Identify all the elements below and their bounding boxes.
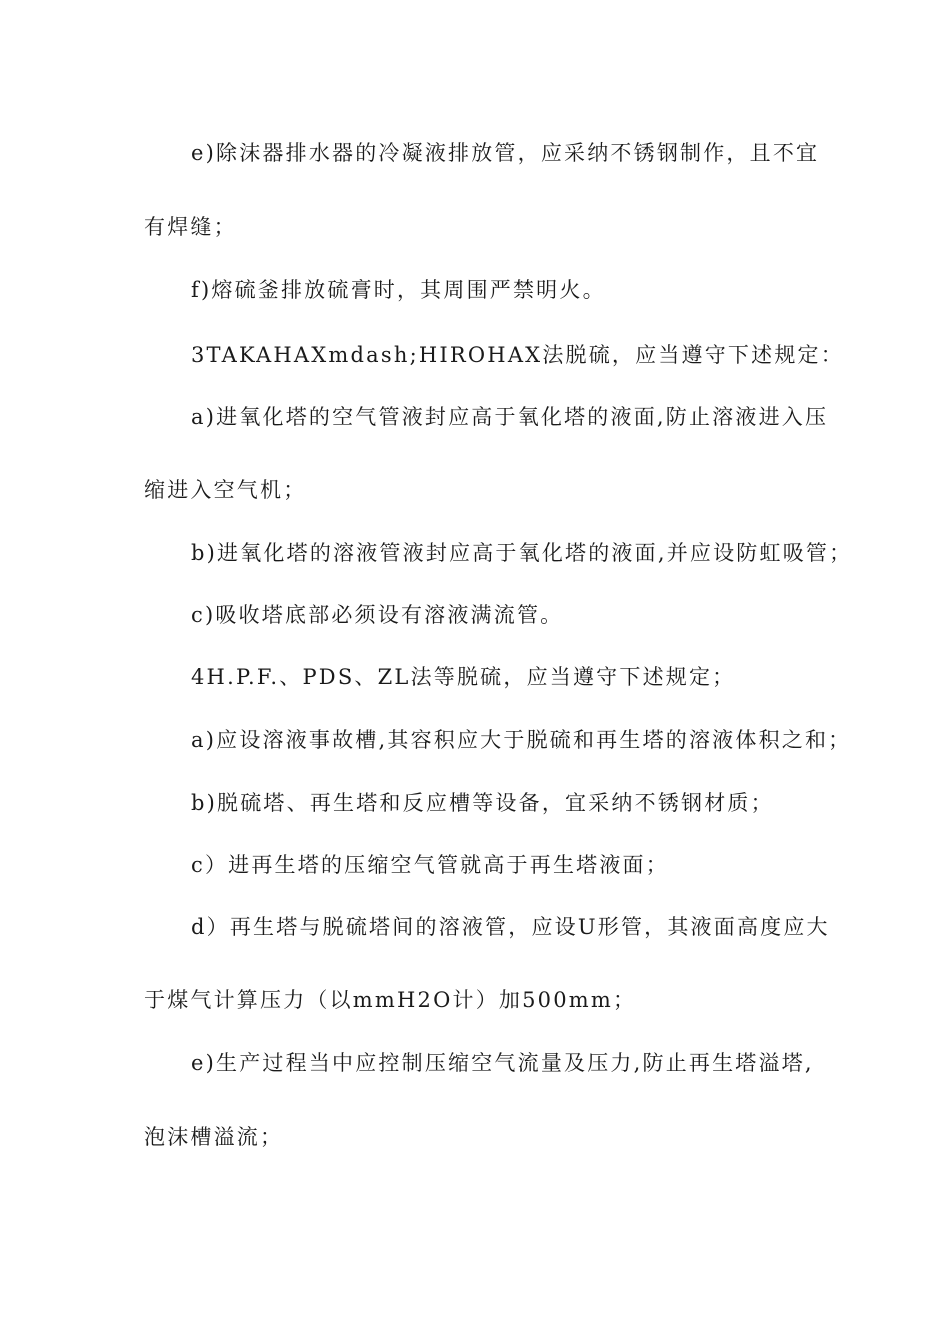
paragraph-line: c）进再生塔的压缩空气管就高于再生塔液面；: [191, 853, 669, 877]
paragraph-line: e)生产过程当中应控制压缩空气流量及压力,防止再生塔溢塔,: [191, 1051, 814, 1075]
section-heading: 4H.P.F.、PDS、ZL法等脱硫，应当遵守下述规定；: [191, 665, 736, 689]
paragraph-line: e)除沫器排水器的冷凝液排放管，应采纳不锈钢制作，且不宜: [191, 141, 820, 165]
paragraph-line: f)熔硫釜排放硫膏时，其周围严禁明火。: [191, 278, 606, 302]
paragraph-line: b)脱硫塔、再生塔和反应槽等设备，宜采纳不锈钢材质；: [191, 791, 774, 815]
paragraph-line: c)吸收塔底部必须设有溶液满流管。: [191, 603, 564, 627]
paragraph-line: 泡沫槽溢流；: [144, 1125, 284, 1149]
paragraph-line: d）再生塔与脱硫塔间的溶液管，应设U形管，其液面高度应大: [191, 915, 830, 939]
paragraph-line: 于煤气计算压力（以mmH2O计）加500mm；: [144, 988, 637, 1012]
paragraph-line: b)进氧化塔的溶液管液封应高于氧化塔的液面,并应设防虹吸管；: [191, 541, 853, 565]
paragraph-line: a)进氧化塔的空气管液封应高于氧化塔的液面,防止溶液进入压: [191, 405, 829, 429]
paragraph-line: 有焊缝；: [144, 215, 237, 239]
section-heading: 3TAKAHAXmdash;HIROHAX法脱硫，应当遵守下述规定：: [191, 343, 844, 367]
paragraph-line: 缩进入空气机；: [144, 478, 307, 502]
paragraph-line: a)应设溶液事故槽,其容积应大于脱硫和再生塔的溶液体积之和；: [191, 728, 852, 752]
